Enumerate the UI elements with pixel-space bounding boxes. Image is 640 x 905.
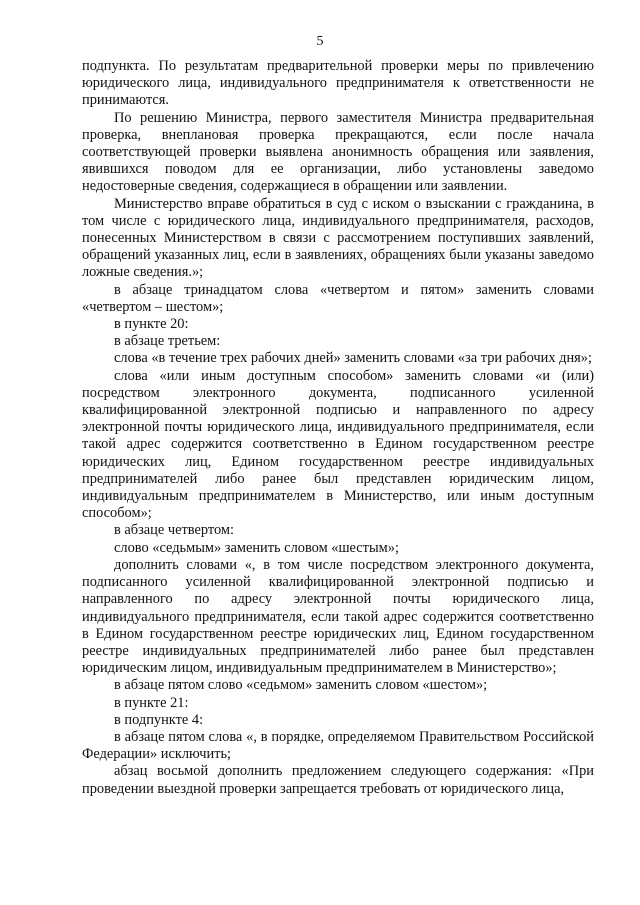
paragraph: слово «седьмым» заменить словом «шестым»;: [114, 539, 399, 556]
paragraph: в абзаце тринадцатом слова «четвертом и пятом» заменить словами «четвертом – шестом»;: [82, 281, 594, 315]
paragraph: дополнить словами «, в том числе посредством электронного документа, подписанного усиленной квалифицированной электронной подписью и направленного по адресу электронной почты юридического лица, индивидуального предпринимателя, если такой адрес содержится соответственно в Едином государственном реестре юридических лиц, Едином государственном реестре индивидуальных предпринимателей либо ранее был представлен юридическим лицом, индивидуальным предпринимателем в Министерство»;: [82, 556, 594, 677]
paragraph: в подпункте 4:: [114, 711, 204, 728]
paragraph: подпункта. По результатам предварительной проверки меры по привлечению юридического лица, индивидуального предпринимателя к ответственности не принимаются.: [82, 58, 594, 109]
paragraph: в абзаце пятом слова «, в порядке, определяемом Правительством Российской Федерации» исключить;: [82, 728, 594, 763]
paragraph: в абзаце четвертом:: [114, 522, 235, 539]
page-number: 5: [316, 34, 324, 49]
document-body: [82, 58, 594, 798]
paragraph: в пункте 20:: [114, 316, 189, 333]
paragraph: слова «или иным доступным способом» заменить словами «и (или) посредством электронного документа, подписанного усиленной квалифицированной электронной подписью и направленного по адресу электронной почты юридического лица, индивидуального предпринимателя, если такой адрес содержится соответственно в Едином государственном реестре юридических лиц, Едином государственном реестре индивидуальных предпринимателей либо ранее был представлен юридическим лицом, индивидуальным предпринимателем в Министерство, или иным доступным способом»;: [82, 367, 594, 522]
paragraph: в пункте 21:: [114, 694, 189, 711]
paragraph: абзац восьмой дополнить предложением следующего содержания: «При проведении выездной проверки запрещается требовать от юридического лица,: [82, 763, 594, 797]
paragraph: слова «в течение трех рабочих дней» заменить словами «за три рабочих дня»;: [114, 350, 592, 367]
paragraph: Министерство вправе обратиться в суд с иском о взыскании с гражданина, в том числе с юридического лица, индивидуального предпринимателя, расходов, понесенных Министерством в связи с рассмотрением поступивших заявлений, обращений указанных лиц, если в заявлениях, обращениях были указаны заведомо ложные сведения.»;: [82, 195, 594, 281]
paragraph: в абзаце третьем:: [114, 333, 221, 350]
paragraph: По решению Министра, первого заместителя Министра предварительная проверка, внеплановая проверка прекращаются, если после начала соответствующей проверки выявлена анонимность обращения или заявления, явившихся поводом для ее организации, либо установлены заведомо недостоверные сведения, содержащиеся в обращении или заявлении.: [82, 109, 594, 195]
paragraph: в абзаце пятом слово «седьмом» заменить словом «шестом»;: [114, 677, 488, 694]
